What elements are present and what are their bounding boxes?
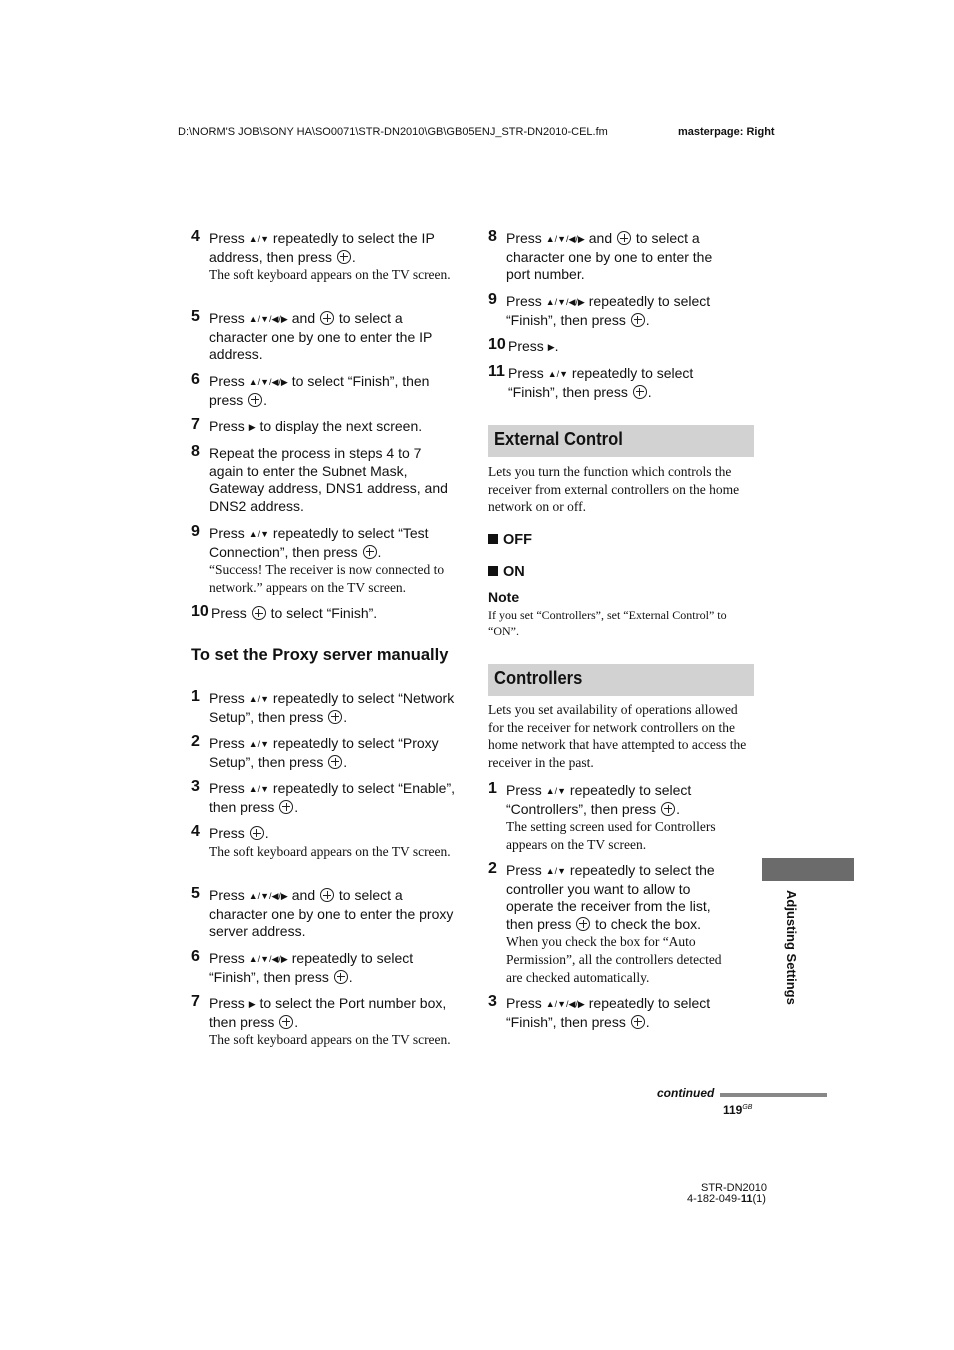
four-way-arrow-icon: ▲/▼/◀/▶ bbox=[248, 377, 288, 387]
external-control-heading: External Control bbox=[488, 425, 754, 457]
four-way-arrow-icon: ▲/▼/◀/▶ bbox=[545, 297, 585, 307]
note-title: Note bbox=[488, 589, 520, 605]
controllers-step-2: 2 Press ▲/▼ repeatedly to select the controller you want to allow to operate the receiver from the list, then press to check the box. When you check the box for “Auto Permission”, all the controllers detected are checked automatically. bbox=[488, 860, 722, 985]
step-10-ip: 10 Press to select “Finish”. bbox=[191, 603, 378, 621]
port-step-10: 10 Press ▶. bbox=[488, 336, 559, 354]
up-down-arrow-icon: ▲/▼ bbox=[545, 786, 567, 796]
enter-button-icon bbox=[328, 710, 342, 724]
enter-button-icon bbox=[250, 826, 264, 840]
proxy-step-5: 5 Press ▲/▼/◀/▶ and to select a character one by one to enter the proxy server address. bbox=[191, 885, 454, 940]
up-down-arrow-icon: ▲/▼ bbox=[248, 784, 270, 794]
square-bullet-icon bbox=[488, 566, 498, 576]
up-down-arrow-icon: ▲/▼ bbox=[248, 739, 270, 749]
enter-button-icon bbox=[328, 755, 342, 769]
enter-button-icon bbox=[617, 231, 631, 245]
file-path-header: D:\NORM'S JOB\SONY HA\SO0071\STR-DN2010\GB\GB05ENJ_STR-DN2010-CEL.fm bbox=[178, 126, 608, 138]
continued-label: continued bbox=[657, 1086, 715, 1100]
masterpage-label: masterpage: Right bbox=[678, 126, 775, 138]
enter-button-icon bbox=[633, 385, 647, 399]
model-number: STR-DN2010 bbox=[701, 1182, 768, 1194]
four-way-arrow-icon: ▲/▼/◀/▶ bbox=[248, 314, 288, 324]
external-control-description: Lets you turn the function which controls the receiver from external controllers on the home network on or off. bbox=[488, 464, 740, 515]
enter-button-icon bbox=[334, 970, 348, 984]
proxy-step-7: 7 Press ▶ to select the Port number box, then press . The soft keyboard appears on the TV screen. bbox=[191, 993, 451, 1048]
proxy-heading: To set the Proxy server manually bbox=[191, 646, 449, 664]
port-step-8: 8 Press ▲/▼/◀/▶ and to select a character one by one to enter the port number. bbox=[488, 228, 713, 283]
proxy-step-2: 2 Press ▲/▼ repeatedly to select “Proxy Setup”, then press . bbox=[191, 733, 439, 770]
step-8-ip: 8 Repeat the process in steps 4 to 7 again to enter the Subnet Mask, Gateway address, DNS1 address, and DNS2 address. bbox=[191, 443, 448, 514]
step-9-ip: 9 Press ▲/▼ repeatedly to select “Test Connection”, then press . “Success! The receiver is now connected to network.” appears on the TV screen. bbox=[191, 523, 445, 595]
controllers-step-1: 1 Press ▲/▼ repeatedly to select “Controllers”, then press . The setting screen used for Controllers appears on the TV screen. bbox=[488, 780, 716, 852]
four-way-arrow-icon: ▲/▼/◀/▶ bbox=[248, 891, 288, 901]
enter-button-icon bbox=[363, 545, 377, 559]
up-down-arrow-icon: ▲/▼ bbox=[545, 866, 567, 876]
enter-button-icon bbox=[252, 606, 266, 620]
enter-button-icon bbox=[279, 800, 293, 814]
controllers-heading: Controllers bbox=[488, 664, 754, 696]
document-code: 4-182-049-11(1) bbox=[687, 1193, 766, 1205]
enter-button-icon bbox=[320, 311, 334, 325]
proxy-step-4: 4 Press . The soft keyboard appears on the TV screen. bbox=[191, 823, 451, 859]
continued-bar bbox=[720, 1093, 827, 1097]
enter-button-icon bbox=[576, 917, 590, 931]
section-tab-label: Adjusting Settings bbox=[784, 890, 799, 1005]
up-down-arrow-icon: ▲/▼ bbox=[248, 529, 270, 539]
proxy-step-3: 3 Press ▲/▼ repeatedly to select “Enable”, then press . bbox=[191, 778, 456, 815]
square-bullet-icon bbox=[488, 534, 498, 544]
controllers-description: Lets you set availability of operations allowed for the receiver for network controllers on the home network that have attempted to access the receiver in the past. bbox=[488, 702, 747, 770]
note-text: If you set “Controllers”, set “External Control” to “ON”. bbox=[488, 608, 727, 638]
port-step-11: 11 Press ▲/▼ repeatedly to select “Finish”, then press . bbox=[488, 363, 694, 400]
page-number: $119^{GB}$ bbox=[723, 1103, 753, 1117]
four-way-arrow-icon: ▲/▼/◀/▶ bbox=[248, 954, 288, 964]
option-on: ON bbox=[488, 564, 525, 580]
enter-button-icon bbox=[337, 250, 351, 264]
four-way-arrow-icon: ▲/▼/◀/▶ bbox=[545, 234, 585, 244]
right-arrow-icon: ▶ bbox=[248, 422, 256, 432]
four-way-arrow-icon: ▲/▼/◀/▶ bbox=[545, 999, 585, 1009]
enter-button-icon bbox=[320, 888, 334, 902]
step-4-ip: 4 Press ▲/▼ repeatedly to select the IP address, then press . The soft keyboard appears on the TV screen. bbox=[191, 228, 451, 283]
section-tab bbox=[762, 858, 854, 881]
step-7-ip: 7 Press ▶ to display the next screen. bbox=[191, 416, 423, 434]
enter-button-icon bbox=[661, 802, 675, 816]
up-down-arrow-icon: ▲/▼ bbox=[547, 369, 569, 379]
proxy-step-6: 6 Press ▲/▼/◀/▶ repeatedly to select “Finish”, then press . bbox=[191, 948, 414, 985]
enter-button-icon bbox=[248, 393, 262, 407]
up-down-arrow-icon: ▲/▼ bbox=[248, 234, 270, 244]
enter-button-icon bbox=[631, 313, 645, 327]
step-6-ip: 6 Press ▲/▼/◀/▶ to select “Finish”, then press . bbox=[191, 371, 430, 408]
option-off: OFF bbox=[488, 532, 532, 548]
port-step-9: 9 Press ▲/▼/◀/▶ repeatedly to select “Finish”, then press . bbox=[488, 291, 711, 328]
right-arrow-icon: ▶ bbox=[248, 999, 256, 1009]
step-5-ip: 5 Press ▲/▼/◀/▶ and to select a character one by one to enter the IP address. bbox=[191, 308, 433, 363]
right-arrow-icon: ▶ bbox=[547, 342, 555, 352]
up-down-arrow-icon: ▲/▼ bbox=[248, 694, 270, 704]
controllers-step-3: 3 Press ▲/▼/◀/▶ repeatedly to select “Finish”, then press . bbox=[488, 993, 711, 1030]
enter-button-icon bbox=[279, 1015, 293, 1029]
enter-button-icon bbox=[631, 1015, 645, 1029]
proxy-step-1: 1 Press ▲/▼ repeatedly to select “Network Setup”, then press . bbox=[191, 688, 455, 725]
